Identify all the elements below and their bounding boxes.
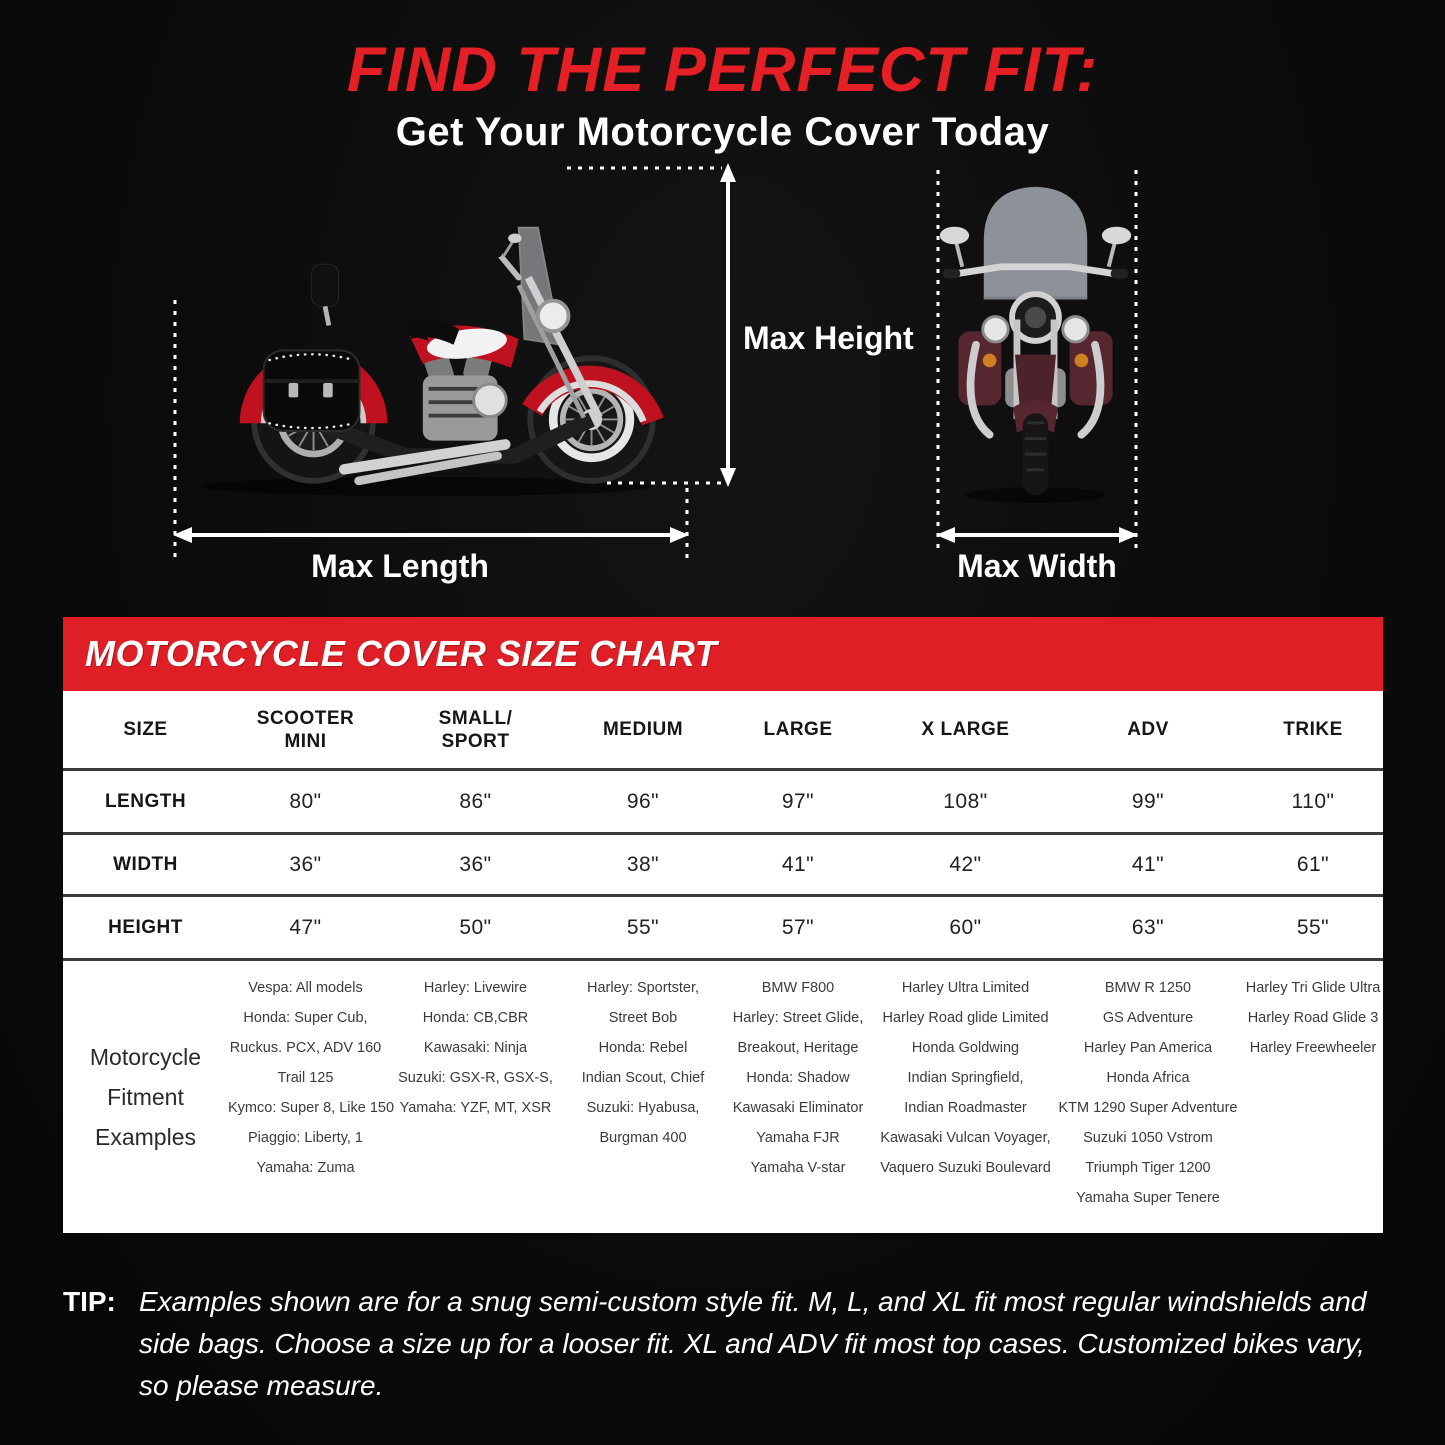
length-row bbox=[63, 771, 1383, 835]
fitment-adv: BMW R 1250 GS Adventure Harley Pan America Honda Africa KTM 1290 Super Adventure Suzuki 1050 Vstrom Triumph Tiger 1200 Yamaha Super Tenere bbox=[1058, 980, 1238, 1206]
column-header-x-large: X LARGE bbox=[921, 719, 1010, 740]
tip-text: Examples shown are for a snug semi-custom style fit. M, L, and XL fit most regular windshields and side bags. Choose a size up for a looser fit. XL and ADV fit most top cases. Customized bikes vary, so please measure. bbox=[139, 1286, 1367, 1401]
column-header-adv: ADV bbox=[1127, 719, 1169, 740]
row-label-length: LENGTH bbox=[104, 790, 187, 812]
fitment-row-label: Motorcycle Fitment Examples bbox=[89, 1044, 202, 1150]
height-row bbox=[63, 897, 1383, 961]
subtitle: Get Your Motorcycle Cover Today bbox=[395, 110, 1050, 154]
width-value: 36" bbox=[459, 852, 492, 876]
length-value: 99" bbox=[1131, 789, 1165, 813]
column-header-size: SIZE bbox=[123, 719, 168, 740]
row-label-width: WIDTH bbox=[113, 853, 178, 875]
height-value: 60" bbox=[949, 915, 982, 939]
size-chart-title: MOTORCYCLE COVER SIZE CHART bbox=[85, 633, 718, 674]
height-value: 57" bbox=[781, 915, 815, 939]
max-width-arrow bbox=[936, 170, 1138, 548]
row-label-height: HEIGHT bbox=[108, 916, 183, 938]
column-header-medium: MEDIUM bbox=[602, 719, 684, 740]
main-title: FIND THE PERFECT FIT: bbox=[346, 35, 1099, 105]
width-value: 42" bbox=[949, 852, 982, 876]
height-value: 55" bbox=[1296, 915, 1330, 939]
tip-section bbox=[63, 1281, 1393, 1407]
length-value: 80" bbox=[289, 789, 322, 813]
fitment-scooter-mini: Vespa: All models Honda: Super Cub, Ruckus. PCX, ADV 160 Trail 125 Kymco: Super 8, Like 150 Piaggio: Liberty, 1 Yamaha: Zuma bbox=[228, 980, 395, 1176]
max-height-label: Max Height bbox=[743, 320, 914, 356]
fitment-small-sport: Harley: Livewire Honda: CB,CBR Kawasaki: Ninja Suzuki: GSX-R, GSX-S, Yamaha: YZF, MT, XSR bbox=[398, 980, 553, 1116]
max-length-arrow bbox=[173, 300, 689, 558]
column-header-large: LARGE bbox=[763, 719, 833, 740]
length-value: 110" bbox=[1291, 789, 1335, 813]
fitment-trike: Harley Tri Glide Ultra Harley Road Glide 3 Harley Freewheeler bbox=[1245, 980, 1381, 1056]
dimension-lines bbox=[0, 0, 1445, 615]
height-value: 47" bbox=[289, 915, 322, 939]
length-value: 97" bbox=[781, 789, 815, 813]
column-header-trike: TRIKE bbox=[1283, 719, 1343, 740]
width-value: 61" bbox=[1296, 852, 1330, 876]
tip-label: TIP: bbox=[63, 1286, 116, 1317]
width-value: 36" bbox=[289, 852, 322, 876]
max-height-arrow bbox=[567, 163, 736, 487]
height-value: 63" bbox=[1131, 915, 1165, 939]
max-length-label: Max Length bbox=[311, 548, 489, 584]
width-row bbox=[63, 835, 1383, 897]
table-header-row bbox=[63, 691, 1383, 771]
size-chart-header-bar bbox=[63, 617, 1383, 691]
column-header-scooter-mini: SCOOTER MINI bbox=[256, 707, 355, 752]
height-value: 55" bbox=[626, 915, 660, 939]
column-header-small-sport: SMALL/ SPORT bbox=[438, 707, 513, 752]
length-value: 96" bbox=[626, 789, 660, 813]
width-value: 38" bbox=[626, 852, 660, 876]
width-value: 41" bbox=[781, 852, 815, 876]
length-value: 86" bbox=[459, 789, 492, 813]
fitment-x-large: Harley Ultra Limited Harley Road glide Limited Honda Goldwing Indian Springfield, Indian Roadmaster Kawasaki Vulcan Voyager, Vaquero Suzuki Boulevard bbox=[880, 980, 1051, 1176]
length-value: 108" bbox=[943, 789, 988, 813]
fitment-medium: Harley: Sportster, Street Bob Honda: Rebel Indian Scout, Chief Suzuki: Hyabusa, Burgman 400 bbox=[581, 980, 705, 1146]
max-width-label: Max Width bbox=[957, 548, 1117, 584]
fitment-row bbox=[63, 961, 1383, 1233]
width-value: 41" bbox=[1131, 852, 1165, 876]
size-chart-card bbox=[63, 617, 1383, 1233]
fitment-large: BMW F800 Harley: Street Glide, Breakout, Heritage Honda: Shadow Kawasaki Eliminator Yamaha FJR Yamaha V-star bbox=[732, 980, 864, 1176]
height-value: 50" bbox=[459, 915, 492, 939]
